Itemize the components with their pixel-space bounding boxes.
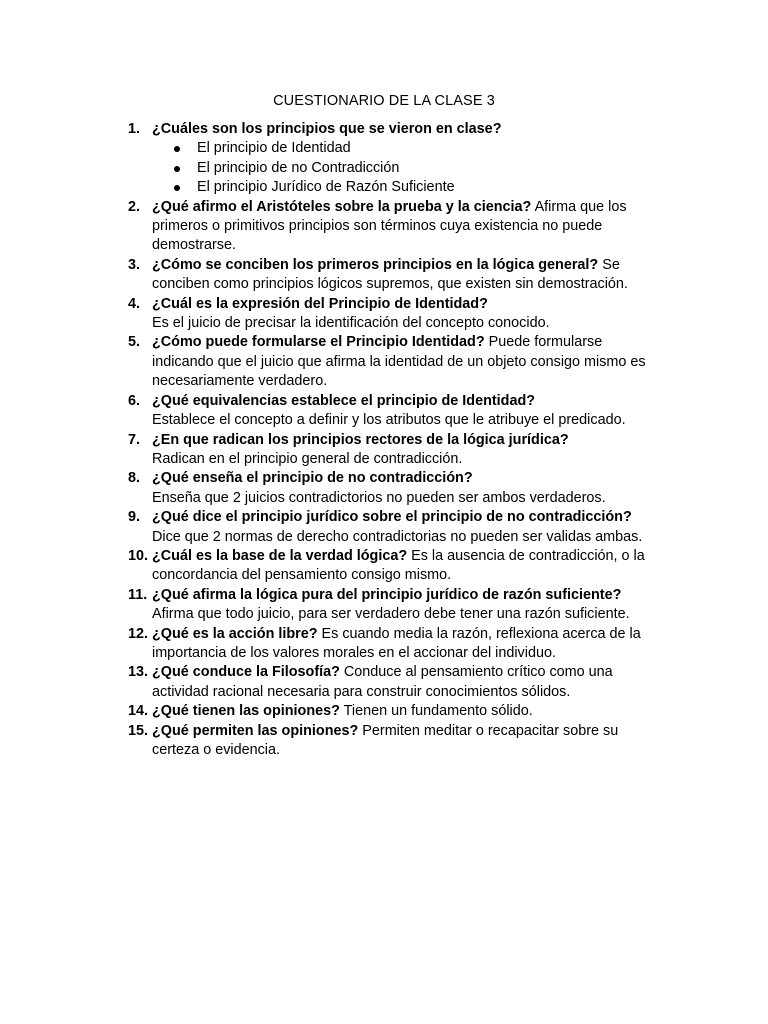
bullet-text: El principio de no Contradicción [197,159,400,176]
question-text: ¿Qué conduce la Filosofía? [152,664,340,681]
question-item-8 [128,469,658,508]
answer-text: Se conciben como principios lógicos supremos, que existen sin demostración. [152,256,628,293]
question-text: ¿Cómo se conciben los primeros principios en la lógica general? [152,256,599,273]
bullet-list [152,139,658,197]
question-number: 11. [128,586,148,603]
question-item-6 [128,392,658,431]
answer-text: Es el juicio de precisar la identificación del concepto conocido. [152,315,550,332]
question-text: ¿Cuál es la base de la verdad lógica? [152,547,408,564]
bullet-text: El principio de Identidad [197,140,351,157]
answer-text: Dice que 2 normas de derecho contradictorias no pueden ser validas ambas. [152,528,643,545]
answer-text: Es cuando media la razón, reflexiona acerca de la importancia de los valores morales en el accionar del individuo. [152,625,641,661]
answer-text: Es la ausencia de contradicción, o la concordancia del pensamiento consigo mismo. [152,547,645,584]
question-text: ¿Qué tienen las opiniones? [152,703,340,720]
question-text: ¿Cómo puede formularse el Principio Identidad? [152,334,485,351]
question-number: 2. [128,198,141,215]
question-number: 13. [128,664,149,681]
question-item-10 [128,547,658,586]
question-text: ¿Cuál es la expresión del Principio de Identidad? [152,295,488,312]
question-text: ¿Qué enseña el principio de no contradicción? [152,470,473,487]
question-number: 7. [128,431,141,448]
bullet-item [174,139,658,158]
question-item-13 [128,663,658,702]
answer-text: Conduce al pensamiento crítico como una actividad racional necesaria para construir conocimientos sólidos. [152,664,613,700]
answer-text: Permiten meditar o recapacitar sobre su certeza o evidencia. [152,722,619,758]
question-item-2 [128,198,658,256]
question-text: ¿Qué equivalencias establece el principio de Identidad? [152,392,536,409]
question-item-11 [128,586,658,625]
answer-text: Tienen un fundamento sólido. [339,703,533,720]
question-number: 5. [128,334,141,351]
question-number: 14. [128,703,149,720]
question-item-3 [128,256,658,295]
question-text: ¿Qué es la acción libre? [152,625,318,642]
question-item-5 [128,333,658,391]
question-number: 4. [128,295,141,312]
question-item-1 [128,120,658,198]
question-number: 3. [128,256,141,273]
bullet-dot-icon [174,185,180,191]
question-item-14 [128,702,658,721]
question-item-7 [128,431,658,470]
question-text: ¿Qué afirmo el Aristóteles sobre la prueba y la ciencia? [152,198,532,215]
bullet-dot-icon [174,166,180,172]
answer-text: Afirma que todo juicio, para ser verdadero debe tener una razón suficiente. [152,606,630,623]
answer-text: Radican en el principio general de contradicción. [152,450,463,467]
question-item-12 [128,625,658,664]
bullet-text: El principio Jurídico de Razón Suficiente [197,179,455,196]
question-text: ¿Qué afirma la lógica pura del principio jurídico de razón suficiente? [152,586,622,603]
bullet-dot-icon [174,146,180,152]
question-number: 1. [128,121,141,137]
question-number: 10. [128,547,149,564]
answer-text: Enseña que 2 juicios contradictorios no pueden ser ambos verdaderos. [152,489,606,506]
question-text: ¿Qué permiten las opiniones? [152,722,359,739]
question-text: ¿Cuáles son los principios que se vieron en clase? [152,121,502,137]
bullet-item [174,159,658,178]
question-number: 12. [128,625,149,642]
question-item-4 [128,295,658,334]
question-number: 15. [128,722,149,739]
question-list [128,120,658,760]
answer-text: Establece el concepto a definir y los atributos que le atribuye el predicado. [152,412,626,429]
bullet-item [174,178,658,197]
question-number: 9. [128,509,141,526]
question-number: 8. [128,470,141,487]
question-item-15 [128,722,658,761]
answer-text: Puede formularse indicando que el juicio que afirma la identidad de un objeto consigo mismo es necesariamente verdadero. [152,334,646,390]
question-item-9 [128,508,658,547]
question-text: ¿En que radican los principios rectores de la lógica jurídica? [152,431,569,448]
document-title: CUESTIONARIO DE LA CLASE 3 [273,93,495,109]
answer-text: Afirma que los primeros o primitivos principios son términos cuya existencia no puede demostrarse. [152,198,627,254]
question-text: ¿Qué dice el principio jurídico sobre el principio de no contradicción? [152,509,632,526]
question-number: 6. [128,392,141,409]
